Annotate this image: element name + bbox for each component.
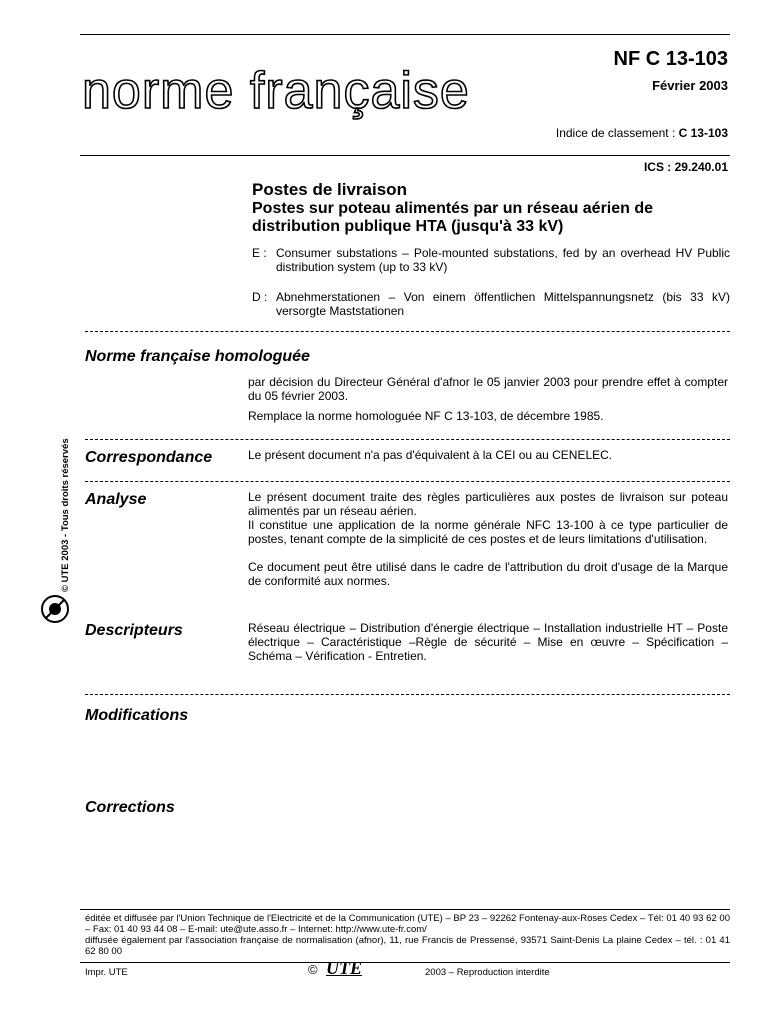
separator [85, 439, 730, 440]
separator [85, 694, 730, 695]
german-title [252, 290, 730, 318]
heading-descripteurs: Descripteurs [85, 622, 183, 639]
publication-date: Février 2003 [652, 78, 728, 93]
document-subtitle: Postes sur poteau alimentés par un réseau aérien de distribution publique HTA (jusqu'à 33 kV) [252, 200, 654, 235]
homologuee-body [248, 375, 728, 429]
heading-analyse: Analyse [85, 491, 147, 508]
footer-bottom-rule [80, 962, 730, 963]
english-text: Consumer substations – Pole-mounted substations, fed by an overhead HV Public distribution system (up to 33 kV) [276, 246, 730, 274]
ics-code: ICS : 29.240.01 [643, 160, 728, 174]
footer-publisher [85, 913, 730, 957]
english-title [252, 246, 730, 274]
heading-modifications: Modifications [85, 707, 189, 724]
german-prefix: D : [252, 290, 268, 304]
footer-rule [80, 909, 730, 910]
document-title: Postes de livraison [252, 180, 407, 199]
homologuee-p1: par décision du Directeur Général d'afnor le 05 janvier 2003 pour prendre effet à compter du 05 février 2003. [248, 375, 728, 403]
heading-homologuee: Norme française homologuée [85, 348, 310, 365]
side-copyright [34, 400, 74, 650]
indice-value: C 13-103 [678, 126, 728, 140]
correspondance-body: Le présent document n'a pas d'équivalent à la CEI ou au CENELEC. [248, 448, 613, 462]
homologuee-p2: Remplace la norme homologuée NF C 13-103, de décembre 1985. [248, 409, 604, 423]
ute-seal-icon [40, 594, 70, 624]
classification-index [556, 126, 728, 140]
analyse-p1: Le présent document traite des règles particulières aux postes de livraison sur poteau alimentés par un réseau aérien. [248, 490, 728, 518]
heading-corrections: Corrections [85, 799, 175, 816]
ute-logo: UTE [326, 958, 362, 978]
reproduction-notice: 2003 – Reproduction interdite [425, 967, 550, 978]
footer-line2: diffusée également par l'association française de normalisation (afnor), 11, rue Francis de Pressensé, 93571 Saint-Denis La plaine Cedex – tél. : 01 41 62 80 00 [85, 935, 730, 957]
side-copyright-text: © UTE 2003 - Tous droits réservés [60, 438, 71, 592]
analyse-p3: Ce document peut être utilisé dans le cadre de l'attribution du droit d'usage de la Marque de conformité aux normes. [248, 560, 728, 588]
heading-correspondance: Correspondance [85, 449, 213, 466]
analyse-body [248, 490, 728, 594]
separator [85, 481, 730, 482]
english-prefix: E : [252, 246, 267, 260]
descripteurs-body: Réseau électrique – Distribution d'énergie électrique – Installation industrielle HT – Poste électrique – Caractéristique –Règle de sécurité – Mise en œuvre – Spécification – Schéma – Vérification - Entretien. [248, 621, 728, 663]
norme-francaise-logo: norme française [82, 62, 470, 120]
separator [85, 331, 730, 332]
standard-code: NF C 13-103 [613, 48, 728, 70]
analyse-p2: Il constitue une application de la norme générale NFC 13-100 à ce type particulier de postes, tenant compte de la simplicité de ces postes et de leurs limitations d'utilisation. [248, 518, 728, 546]
top-rule [80, 34, 730, 35]
header-rule [80, 155, 730, 156]
german-text: Abnehmerstationen – Von einem öffentlichen Mittelspannungsnetz (bis 33 kV) versorgte Maststationen [276, 290, 730, 318]
printer-label: Impr. UTE [85, 967, 128, 978]
indice-label: Indice de classement : [555, 126, 676, 140]
footer-line1: éditée et diffusée par l'Union Technique de l'Electricité et de la Communication (UTE) – BP 23 – 92262 Fontenay-aux-Roses Cedex – Tél: 01 40 93 62 00 – Fax: 01 40 93 44 08 – E-mail: ute@ute.asso.fr – Internet: http://www.ute-fr.com/ [85, 913, 730, 935]
copyright-symbol: © [308, 962, 318, 977]
